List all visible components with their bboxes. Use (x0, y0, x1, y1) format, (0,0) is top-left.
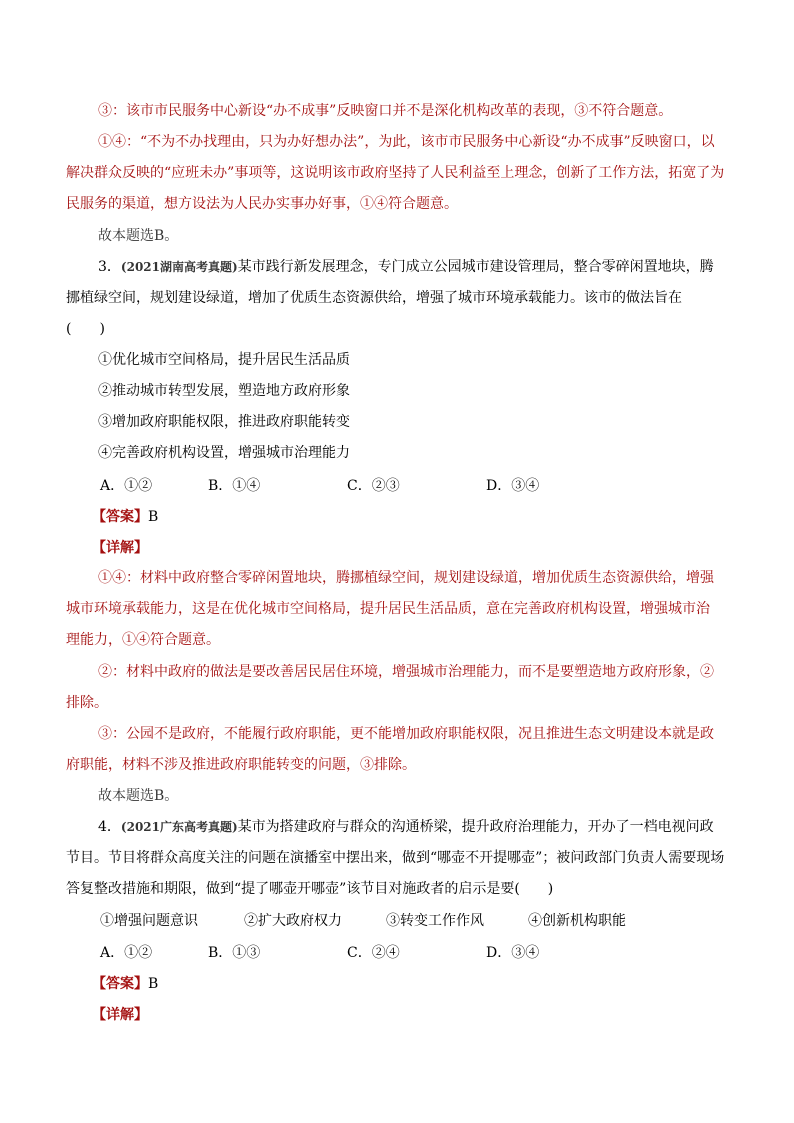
question-source: (2021广东高考真题) (120, 820, 238, 834)
question-number: 3． (98, 259, 121, 275)
question-3-option-d: D．③④ (486, 478, 540, 494)
question-3-option-a: A．①② (100, 478, 153, 494)
question-4-option-a: A．①② (100, 945, 153, 961)
question-4-detail-label: 【详解】 (92, 1007, 148, 1023)
question-4-stem-line3: 答复整改措施和期限，做到“提了哪壶开哪壶”该节目对施政者的启示是要( ) (66, 881, 554, 897)
question-3-item-2: ②推动城市转型发展，塑造地方政府形象 (98, 383, 350, 399)
question-4-answer (92, 974, 752, 994)
question-4-item-1: ①增强问题意识 (100, 913, 198, 929)
question-4-stem-line1 (98, 817, 758, 837)
question-stem: 某市为搭建政府与群众的沟通桥梁，提升政府治理能力，开办了一档电视问政 (237, 819, 714, 835)
question-4-option-c: C．②④ (347, 945, 400, 961)
question-3-detail-3-line1: ③：公园不是政府，不能履行政府职能，更不能增加政府职能权限，况且推进生态文明建设本就是政 (98, 726, 714, 742)
analysis-point-14-line2: 解决群众反映的“应班未办”事项等，这说明该市政府坚持了人民利益至上理念，创新了工作方法，拓宽了为 (66, 165, 725, 181)
question-4-option-b: B．①③ (208, 945, 261, 961)
question-3-conclusion: 故本题选B。 (98, 788, 179, 804)
analysis-point-14-line3: 民服务的渠道，想方设法为人民办实事办好事，①④符合题意。 (66, 196, 458, 212)
question-3-stem-line2: 挪植绿空间，规划建设绿道，增加了优质生态资源供给，增强了城市环境承载能力。该市的做法旨在 (66, 290, 682, 306)
question-number: 4． (98, 819, 121, 835)
question-4-option-d: D．③④ (486, 945, 540, 961)
question-4-item-3: ③转变工作作风 (386, 913, 484, 929)
question-3-item-1: ①优化城市空间格局，提升居民生活品质 (98, 352, 350, 368)
question-3-detail-3-line2: 府职能，材料不涉及推进政府职能转变的问题，③排除。 (66, 757, 416, 773)
question-4-item-2: ②扩大政府权力 (244, 913, 342, 929)
question-3-option-b: B．①④ (208, 478, 261, 494)
analysis-point-14-line1: ①④：“不为不办找理由，只为办好想办法”，为此，该市市民服务中心新设“办不成事”反映窗口，以 (98, 134, 715, 150)
question-4-stem-line2: 节目。节目将群众高度关注的问题在演播室中摆出来，做到“哪壶不开提哪壶”；被问政部门负责人需要现场 (66, 850, 725, 866)
question-3-blank: ( ) (66, 321, 105, 337)
question-3-item-4: ④完善政府机构设置，增强城市治理能力 (98, 445, 350, 461)
question-3-answer (92, 507, 752, 527)
question-3-item-3: ③增加政府职能权限，推进政府职能转变 (98, 414, 350, 430)
question-3-detail-1-line2: 城市环境承载能力，这是在优化城市空间格局，提升居民生活品质，意在完善政府机构设置，增强城市治 (66, 601, 710, 617)
question-3-stem-line1 (98, 257, 758, 277)
analysis-point-3: ③：该市市民服务中心新设“办不成事”反映窗口并不是深化机构改革的表现，③不符合题意。 (98, 103, 673, 119)
question-3-detail-2-line1: ②：材料中政府的做法是要改善居民居住环境，增强城市治理能力，而不是要塑造地方政府形象，② (98, 664, 714, 680)
question-3-option-c: C．②③ (347, 478, 400, 494)
question-3-detail-2-line2: 排除。 (66, 695, 108, 711)
question-4-item-4: ④创新机构职能 (528, 913, 626, 929)
answer-label: 【答案】 (92, 509, 148, 525)
answer-label: 【答案】 (92, 976, 148, 992)
question-3-detail-1-line3: 理能力，①④符合题意。 (66, 632, 220, 648)
question-3-detail-1-line1: ①④：材料中政府整合零碎闲置地块，腾挪植绿空间，规划建设绿道，增加优质生态资源供给，增强 (98, 570, 714, 586)
answer-value: B (148, 509, 159, 525)
answer-value: B (148, 976, 159, 992)
question-source: (2021湖南高考真题) (120, 260, 238, 274)
question-3-detail-label: 【详解】 (92, 540, 148, 556)
conclusion: 故本题选B。 (98, 228, 179, 244)
question-stem: 某市践行新发展理念，专门成立公园城市建设管理局，整合零碎闲置地块，腾 (237, 259, 714, 275)
